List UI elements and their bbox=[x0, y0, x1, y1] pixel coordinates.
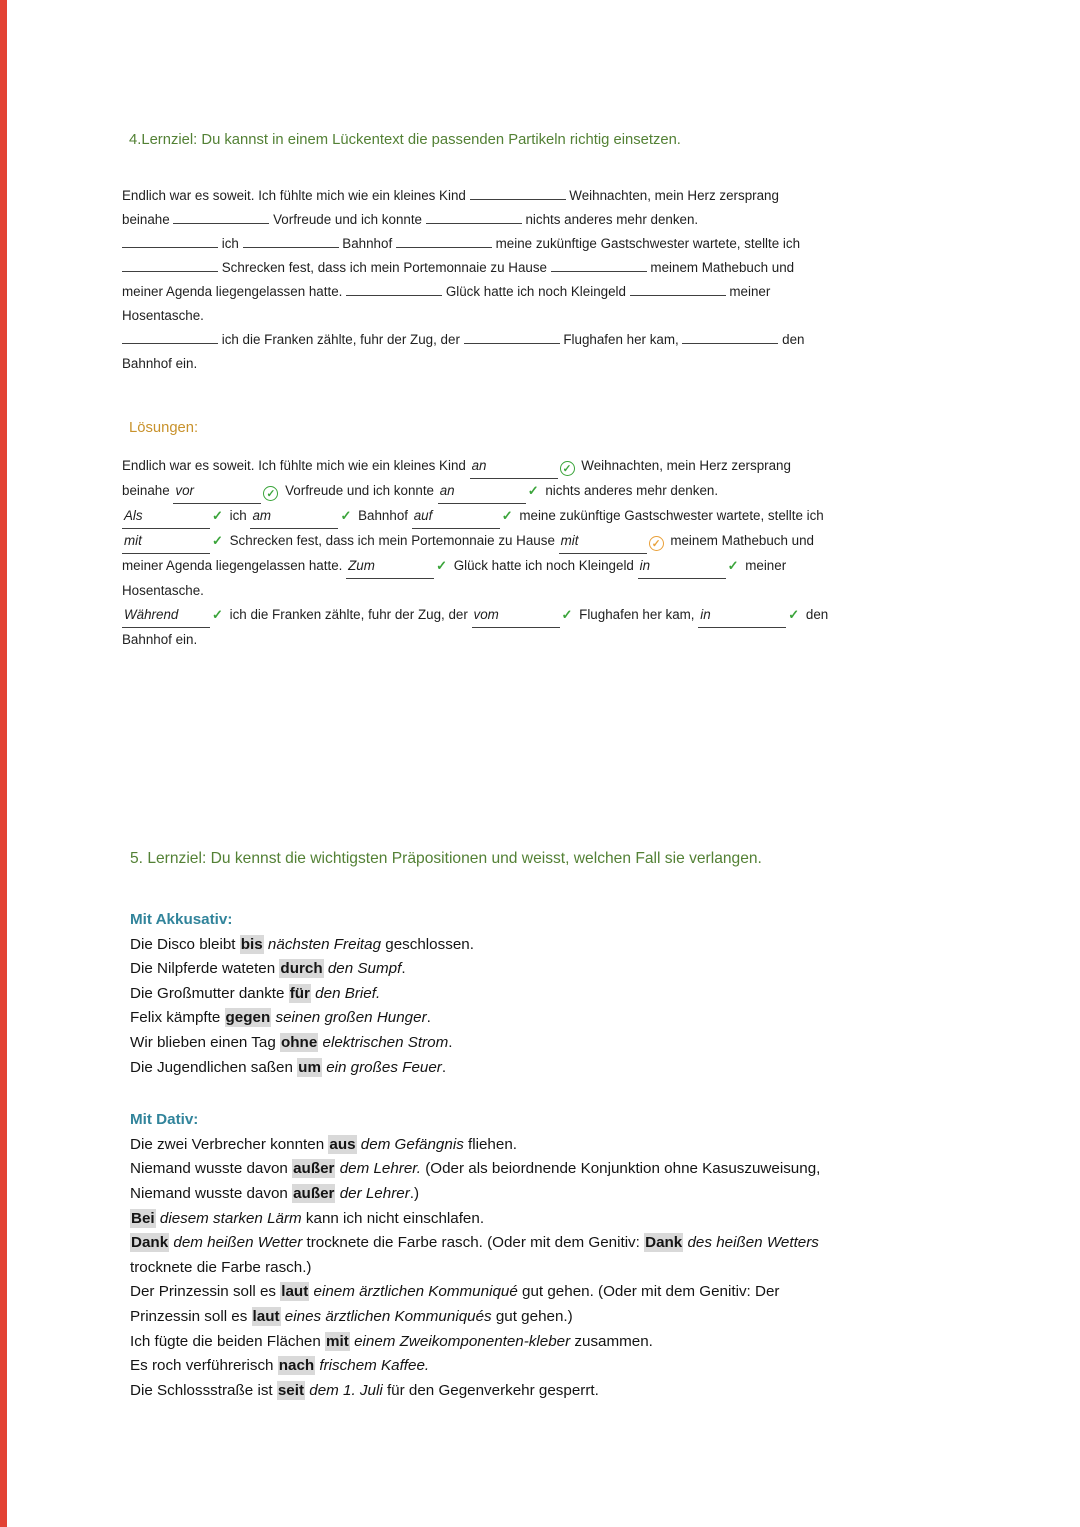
text-run: bis bbox=[240, 935, 263, 953]
text-run: Die Großmutter dankte bbox=[130, 984, 289, 1002]
text-run: dem heißen Wetter bbox=[173, 1234, 303, 1252]
text-run: ohne bbox=[281, 1033, 318, 1051]
text-run: Hosentasche. bbox=[122, 308, 204, 323]
answer-on-blank: am bbox=[250, 504, 338, 529]
circled-check-icon: ✓ bbox=[560, 461, 575, 476]
text-run: des heißen Wetters bbox=[687, 1234, 819, 1252]
text-run: Es roch verführerisch bbox=[130, 1357, 278, 1375]
text-run: zusammen. bbox=[570, 1332, 653, 1350]
blank-underline bbox=[426, 211, 522, 224]
text-run: Schrecken fest, dass ich mein Portemonnaie zu Hause bbox=[218, 260, 551, 275]
solutions-text-section bbox=[122, 454, 980, 652]
text-run: beinahe bbox=[122, 483, 174, 498]
text-run: Endlich war es soweit. Ich fühlte mich wie ein kleines Kind bbox=[122, 188, 470, 203]
text-run: Bei bbox=[131, 1209, 155, 1227]
gap-text-section bbox=[122, 184, 980, 376]
text-run: frischem Kaffee. bbox=[319, 1357, 430, 1375]
text-run: Bahnhof ein. bbox=[122, 632, 198, 647]
text-line bbox=[130, 1231, 980, 1256]
text-run: Vorfreude und ich konnte bbox=[269, 212, 426, 227]
text-run: Ich fügte die beiden Flächen bbox=[130, 1332, 326, 1350]
text-line bbox=[122, 479, 980, 504]
text-run: ich die Franken zählte, fuhr der Zug, der bbox=[218, 332, 464, 347]
blank-underline bbox=[682, 331, 778, 344]
answer-on-blank: auf bbox=[412, 504, 500, 529]
text-run: Felix kämpfte bbox=[130, 1009, 225, 1027]
text-run: trocknete die Farbe rasch. (Oder mit dem Genitiv: bbox=[302, 1234, 645, 1252]
text-line bbox=[122, 504, 980, 529]
text-run: Die Jugendlichen saßen bbox=[130, 1058, 298, 1076]
text-line bbox=[122, 454, 980, 479]
text-line bbox=[122, 256, 980, 280]
blank-underline bbox=[243, 235, 339, 248]
text-line bbox=[122, 352, 980, 376]
blank-underline bbox=[630, 283, 726, 296]
text-run: meiner Agenda liegengelassen hatte. bbox=[122, 284, 347, 299]
answer-on-blank: vor bbox=[173, 479, 261, 504]
section5-title: 5. Lernziel: Du kennst die wichtigsten Präpositionen und weisst, welchen Fall sie verlangen. bbox=[130, 850, 762, 867]
text-run: Glück hatte ich noch Kleingeld bbox=[450, 558, 638, 573]
text-run: Glück hatte ich noch Kleingeld bbox=[442, 284, 630, 299]
text-run: außer bbox=[293, 1184, 335, 1202]
answer-on-blank: in bbox=[638, 554, 726, 579]
text-run: . bbox=[401, 960, 406, 978]
text-run: meine zukünftige Gastschwester wartete, stellte ich bbox=[515, 508, 824, 523]
text-line bbox=[130, 1056, 980, 1081]
text-run: kann ich nicht einschlafen. bbox=[301, 1209, 485, 1227]
text-run: für bbox=[289, 984, 310, 1002]
text-run: . bbox=[448, 1033, 453, 1051]
text-run: Die zwei Verbrecher konnten bbox=[130, 1135, 329, 1153]
text-run: seit bbox=[277, 1381, 305, 1399]
text-run: Dank bbox=[131, 1234, 169, 1252]
text-run: meinem Mathebuch und bbox=[666, 533, 814, 548]
text-line bbox=[130, 1379, 980, 1404]
text-run: Niemand wusste davon bbox=[130, 1160, 293, 1178]
text-line bbox=[130, 1354, 980, 1379]
text-run: elektrischen Strom bbox=[322, 1033, 449, 1051]
section-4 bbox=[122, 132, 980, 652]
dativ-heading: Mit Dativ: bbox=[130, 1111, 199, 1129]
text-line bbox=[130, 1330, 980, 1355]
text-run: Schrecken fest, dass ich mein Portemonnaie zu Hause bbox=[225, 533, 559, 548]
text-run: den Brief. bbox=[315, 984, 381, 1002]
text-line bbox=[122, 529, 980, 554]
answer-on-blank: mit bbox=[122, 529, 210, 554]
akkusativ-heading: Mit Akkusativ: bbox=[130, 911, 233, 928]
section-5 bbox=[130, 850, 980, 1403]
check-icon: ✓ bbox=[788, 607, 800, 622]
check-icon: ✓ bbox=[212, 607, 223, 622]
text-run: Weihnachten, mein Herz zersprang bbox=[577, 458, 791, 473]
text-run: der Lehrer bbox=[339, 1184, 410, 1202]
text-run: ich bbox=[218, 236, 243, 251]
blank-underline bbox=[122, 331, 218, 344]
blank-underline bbox=[470, 187, 566, 200]
check-icon: ✓ bbox=[212, 508, 223, 523]
text-run: beinahe bbox=[122, 212, 174, 227]
check-icon: ✓ bbox=[527, 483, 539, 498]
text-run: einem Zweikomponenten-kleber bbox=[354, 1332, 571, 1350]
text-run: Die Schlossstraße ist bbox=[130, 1381, 277, 1399]
blank-underline bbox=[346, 283, 442, 296]
text-run: Bahnhof bbox=[338, 236, 396, 251]
check-icon: ✓ bbox=[727, 558, 739, 573]
answer-on-blank: Als bbox=[122, 504, 210, 529]
text-run: . bbox=[441, 1058, 447, 1076]
check-icon: ✓ bbox=[436, 558, 447, 573]
text-run: meinem Mathebuch und bbox=[646, 260, 795, 275]
text-run: . bbox=[426, 1009, 431, 1027]
dativ-list bbox=[130, 1133, 980, 1404]
text-line bbox=[122, 304, 980, 328]
text-line bbox=[130, 1305, 980, 1330]
blank-underline bbox=[122, 259, 218, 272]
check-icon: ✓ bbox=[212, 533, 223, 548]
warning-circled-check-icon: ✓ bbox=[649, 536, 664, 551]
text-run: den bbox=[778, 332, 805, 347]
text-run: Der Prinzessin soll es bbox=[130, 1283, 281, 1301]
answer-on-blank: mit bbox=[559, 529, 647, 554]
text-run: nichts anderes mehr denken. bbox=[521, 212, 699, 227]
blank-underline bbox=[551, 259, 647, 272]
text-run: eines ärztlichen Kommuniqués bbox=[284, 1307, 492, 1325]
solutions-heading: Lösungen: bbox=[129, 420, 199, 436]
text-line bbox=[122, 628, 980, 652]
page-edge-strip bbox=[0, 0, 7, 1527]
answer-on-blank: Zum bbox=[346, 554, 434, 579]
blank-underline bbox=[173, 211, 269, 224]
answer-on-blank: Während bbox=[122, 603, 210, 628]
akkusativ-block bbox=[130, 908, 980, 1080]
text-line bbox=[122, 328, 980, 352]
text-run: geschlossen. bbox=[381, 935, 474, 953]
text-run: meine zukünftige Gastschwester wartete, stellte ich bbox=[491, 236, 801, 251]
text-run: meiner bbox=[741, 558, 787, 573]
check-icon: ✓ bbox=[340, 508, 352, 523]
text-line bbox=[122, 554, 980, 579]
text-line bbox=[122, 184, 980, 208]
text-line bbox=[130, 1133, 980, 1158]
text-line bbox=[130, 982, 980, 1007]
text-run: einem ärztlichen Kommuniqué bbox=[313, 1283, 518, 1301]
text-run: ein großes Feuer bbox=[326, 1058, 442, 1076]
text-run: fliehen. bbox=[463, 1135, 517, 1153]
text-run: nächsten Freitag bbox=[267, 935, 382, 953]
text-run: um bbox=[298, 1058, 321, 1076]
text-line bbox=[122, 280, 980, 304]
text-line bbox=[130, 933, 980, 958]
text-run: Flughafen her kam, bbox=[559, 332, 683, 347]
text-run: gut gehen.) bbox=[491, 1307, 573, 1325]
text-run: dem Lehrer. bbox=[339, 1160, 422, 1178]
text-run: Endlich war es soweit. Ich fühlte mich wie ein kleines Kind bbox=[122, 458, 470, 473]
text-run: meiner Agenda liegengelassen hatte. bbox=[122, 558, 347, 573]
blank-underline bbox=[122, 235, 218, 248]
text-line bbox=[130, 957, 980, 982]
text-run: Bahnhof bbox=[354, 508, 412, 523]
text-run: durch bbox=[280, 960, 323, 978]
text-line bbox=[122, 603, 980, 628]
text-line bbox=[130, 1256, 980, 1281]
text-run: laut bbox=[252, 1307, 280, 1325]
text-run: Weihnachten, mein Herz zersprang bbox=[565, 188, 779, 203]
text-line bbox=[130, 1157, 980, 1182]
text-run: seinen großen Hunger bbox=[275, 1009, 427, 1027]
text-run: nichts anderes mehr denken. bbox=[541, 483, 719, 498]
text-run: mit bbox=[326, 1332, 349, 1350]
text-line bbox=[130, 1006, 980, 1031]
text-run: Hosentasche. bbox=[122, 583, 204, 598]
text-run: Dank bbox=[645, 1234, 683, 1252]
text-run: Flughafen her kam, bbox=[575, 607, 699, 622]
text-run: außer bbox=[293, 1160, 335, 1178]
text-run: aus bbox=[329, 1135, 356, 1153]
text-run: diesem starken Lärm bbox=[159, 1209, 302, 1227]
akkusativ-list bbox=[130, 933, 980, 1081]
text-run: Vorfreude und ich konnte bbox=[281, 483, 438, 498]
text-run: (Oder als beiordnende Konjunktion ohne Kasuszuweisung, bbox=[421, 1160, 821, 1178]
text-run: den bbox=[802, 607, 829, 622]
blank-underline bbox=[464, 331, 560, 344]
text-run: gegen bbox=[225, 1009, 271, 1027]
text-run: laut bbox=[281, 1283, 309, 1301]
check-icon: ✓ bbox=[501, 508, 513, 523]
dativ-block bbox=[130, 1108, 980, 1403]
text-run: nach bbox=[278, 1357, 315, 1375]
section4-title: 4.Lernziel: Du kannst in einem Lückentext die passenden Partikeln richtig einsetzen. bbox=[129, 132, 681, 148]
text-line bbox=[130, 1280, 980, 1305]
circled-check-icon: ✓ bbox=[263, 486, 278, 501]
text-run: Die Disco bleibt bbox=[130, 935, 240, 953]
answer-on-blank: in bbox=[698, 603, 786, 628]
text-run: .) bbox=[409, 1184, 420, 1202]
text-line bbox=[130, 1207, 980, 1232]
blank-underline bbox=[396, 235, 492, 248]
text-run: ich die Franken zählte, fuhr der Zug, der bbox=[225, 607, 472, 622]
text-run: gut gehen. (Oder mit dem Genitiv: Der bbox=[517, 1283, 780, 1301]
text-line bbox=[130, 1182, 980, 1207]
text-run: Die Nilpferde wateten bbox=[130, 960, 280, 978]
text-run: ich bbox=[225, 508, 251, 523]
text-run: Bahnhof ein. bbox=[122, 356, 198, 371]
text-line bbox=[122, 579, 980, 603]
answer-on-blank: vom bbox=[472, 603, 560, 628]
text-run: Wir blieben einen Tag bbox=[130, 1033, 280, 1051]
answer-on-blank: an bbox=[438, 479, 526, 504]
text-line bbox=[130, 1031, 980, 1056]
text-run: für den Gegenverkehr gesperrt. bbox=[382, 1381, 599, 1399]
text-line bbox=[122, 232, 980, 256]
text-run: den Sumpf bbox=[327, 960, 402, 978]
text-run: trocknete die Farbe rasch.) bbox=[130, 1258, 312, 1276]
text-run: Niemand wusste davon bbox=[130, 1184, 293, 1202]
text-run: dem 1. Juli bbox=[309, 1381, 383, 1399]
check-icon: ✓ bbox=[561, 607, 573, 622]
answer-on-blank: an bbox=[470, 454, 558, 479]
text-line bbox=[122, 208, 980, 232]
text-run: meiner bbox=[725, 284, 771, 299]
text-run: dem Gefängnis bbox=[360, 1135, 464, 1153]
text-run: Prinzessin soll es bbox=[130, 1307, 252, 1325]
